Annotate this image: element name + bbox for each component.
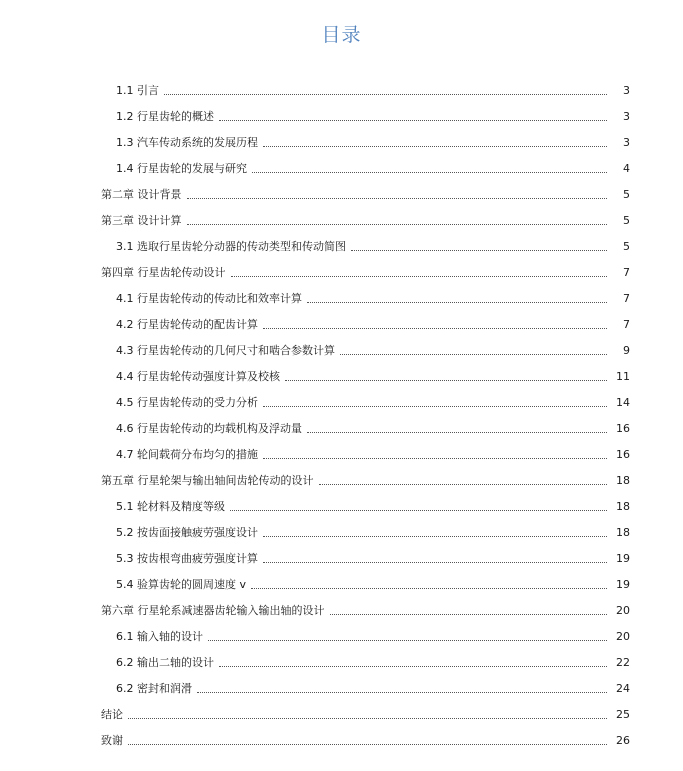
toc-entry[interactable] <box>0 649 683 675</box>
toc-entry-label: 4.3 行星齿轮传动的几何尺寸和啮合参数计算 <box>116 344 335 357</box>
toc-entry-page-number: 19 <box>616 551 630 565</box>
toc-dot-leader <box>230 510 607 511</box>
toc-dot-leader <box>187 224 608 225</box>
toc-dot-leader <box>164 94 607 95</box>
toc-dot-leader <box>263 458 607 459</box>
toc-entry[interactable] <box>0 519 683 545</box>
toc-entry-label: 5.4 验算齿轮的圆周速度 v <box>116 578 246 591</box>
toc-entry-page-number: 14 <box>616 395 630 409</box>
toc-entry[interactable] <box>0 727 683 753</box>
toc-dot-leader <box>187 198 608 199</box>
toc-entry-page-number: 18 <box>616 499 630 513</box>
toc-entry-label: 6.1 输入轴的设计 <box>116 630 203 643</box>
toc-entry-page-number: 16 <box>616 447 630 461</box>
toc-dot-leader <box>351 250 607 251</box>
toc-entry-page-number: 16 <box>616 421 630 435</box>
toc-entry-page-number: 3 <box>623 83 630 97</box>
toc-entry-page-number: 26 <box>616 733 630 747</box>
toc-entry-page-number: 19 <box>616 577 630 591</box>
toc-entry-page-number: 9 <box>623 343 630 357</box>
toc-dot-leader <box>252 172 607 173</box>
toc-entry-label: 4.5 行星齿轮传动的受力分析 <box>116 396 258 409</box>
toc-dot-leader <box>330 614 608 615</box>
toc-dot-leader <box>263 146 607 147</box>
toc-dot-leader <box>285 380 607 381</box>
toc-dot-leader <box>219 120 607 121</box>
toc-dot-leader <box>128 718 607 719</box>
toc-entry-label: 4.2 行星齿轮传动的配齿计算 <box>116 318 258 331</box>
toc-entry-page-number: 22 <box>616 655 630 669</box>
toc-entry-page-number: 5 <box>623 187 630 201</box>
toc-list <box>0 77 683 753</box>
toc-entry-page-number: 3 <box>623 135 630 149</box>
toc-entry[interactable] <box>0 181 683 207</box>
toc-entry-label: 第四章 行星齿轮传动设计 <box>101 266 226 279</box>
toc-title: 目录 <box>321 24 362 46</box>
toc-entry[interactable] <box>0 467 683 493</box>
toc-entry-page-number: 11 <box>616 369 630 383</box>
toc-dot-leader <box>263 328 607 329</box>
toc-entry-label: 6.2 输出二轴的设计 <box>116 656 214 669</box>
toc-dot-leader <box>307 302 607 303</box>
toc-entry-label: 第六章 行星轮系减速器齿轮输入输出轴的设计 <box>101 604 325 617</box>
toc-entry[interactable] <box>0 129 683 155</box>
toc-entry-page-number: 7 <box>623 291 630 305</box>
toc-entry-page-number: 25 <box>616 707 630 721</box>
toc-entry[interactable] <box>0 77 683 103</box>
toc-entry[interactable] <box>0 285 683 311</box>
toc-entry[interactable] <box>0 259 683 285</box>
toc-entry[interactable] <box>0 363 683 389</box>
toc-entry-page-number: 24 <box>616 681 630 695</box>
toc-entry-page-number: 3 <box>623 109 630 123</box>
toc-dot-leader <box>208 640 607 641</box>
toc-dot-leader <box>307 432 607 433</box>
toc-entry-page-number: 7 <box>623 265 630 279</box>
toc-entry-page-number: 18 <box>616 473 630 487</box>
toc-dot-leader <box>263 536 607 537</box>
toc-entry-label: 4.7 轮间载荷分布均匀的措施 <box>116 448 258 461</box>
toc-dot-leader <box>197 692 607 693</box>
toc-entry-page-number: 7 <box>623 317 630 331</box>
toc-dot-leader <box>263 406 607 407</box>
toc-entry-label: 5.1 轮材料及精度等级 <box>116 500 225 513</box>
toc-entry[interactable] <box>0 493 683 519</box>
toc-dot-leader <box>263 562 607 563</box>
toc-entry[interactable] <box>0 701 683 727</box>
toc-dot-leader <box>128 744 607 745</box>
toc-entry[interactable] <box>0 311 683 337</box>
toc-entry[interactable] <box>0 597 683 623</box>
toc-entry-label: 1.2 行星齿轮的概述 <box>116 110 214 123</box>
toc-entry-label: 致谢 <box>101 734 123 747</box>
toc-entry[interactable] <box>0 545 683 571</box>
toc-entry-page-number: 5 <box>623 239 630 253</box>
toc-entry-label: 6.2 密封和润滑 <box>116 682 192 695</box>
toc-entry[interactable] <box>0 103 683 129</box>
toc-dot-leader <box>319 484 608 485</box>
toc-dot-leader <box>219 666 607 667</box>
toc-entry-label: 结论 <box>101 708 123 721</box>
toc-entry[interactable] <box>0 337 683 363</box>
toc-entry-label: 5.3 按齿根弯曲疲劳强度计算 <box>116 552 258 565</box>
toc-entry-label: 1.1 引言 <box>116 84 159 97</box>
toc-entry-label: 第五章 行星轮架与输出轴间齿轮传动的设计 <box>101 474 314 487</box>
toc-entry[interactable] <box>0 415 683 441</box>
toc-entry-label: 4.1 行星齿轮传动的传动比和效率计算 <box>116 292 302 305</box>
toc-entry-label: 1.4 行星齿轮的发展与研究 <box>116 162 247 175</box>
toc-dot-leader <box>251 588 607 589</box>
toc-entry-label: 5.2 按齿面接触疲劳强度设计 <box>116 526 258 539</box>
toc-entry[interactable] <box>0 623 683 649</box>
toc-entry[interactable] <box>0 571 683 597</box>
toc-entry-label: 3.1 选取行星齿轮分动器的传动类型和传动简图 <box>116 240 346 253</box>
toc-entry-page-number: 5 <box>623 213 630 227</box>
toc-dot-leader <box>231 276 608 277</box>
toc-entry-page-number: 20 <box>616 629 630 643</box>
toc-entry-label: 4.6 行星齿轮传动的均载机构及浮动量 <box>116 422 302 435</box>
toc-entry-page-number: 4 <box>623 161 630 175</box>
toc-entry-page-number: 18 <box>616 525 630 539</box>
toc-entry[interactable] <box>0 389 683 415</box>
toc-entry[interactable] <box>0 233 683 259</box>
toc-entry-label: 4.4 行星齿轮传动强度计算及校核 <box>116 370 280 383</box>
toc-entry[interactable] <box>0 675 683 701</box>
toc-entry-label: 第三章 设计计算 <box>101 214 182 227</box>
toc-entry-page-number: 20 <box>616 603 630 617</box>
toc-dot-leader <box>340 354 607 355</box>
toc-entry[interactable] <box>0 207 683 233</box>
toc-entry[interactable] <box>0 441 683 467</box>
toc-entry-label: 第二章 设计背景 <box>101 188 182 201</box>
toc-entry[interactable] <box>0 155 683 181</box>
toc-entry-label: 1.3 汽车传动系统的发展历程 <box>116 136 258 149</box>
